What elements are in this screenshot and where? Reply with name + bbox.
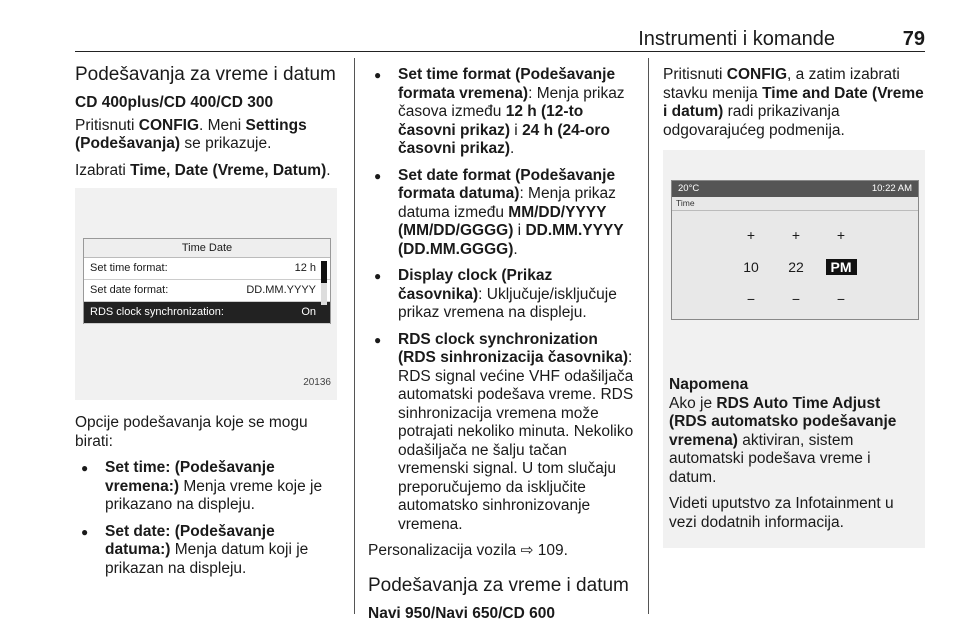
minus-icon: − [746,291,756,307]
section-heading: Podešavanja za vreme i datum [75,64,336,85]
cross-reference: Personalizacija vozila ⇨ 109. [368,542,568,559]
menu-row-selected: RDS clock synchronization: On [84,302,330,324]
display-screen [671,180,919,320]
column-3 [663,66,927,548]
list-item: ● Set date: (Podešavanje datuma:) Menja datum koji je prikazan na displeju. [75,523,343,579]
note-title: Napomena [669,376,749,393]
list-item: ● Display clock (Prikaz časovnika): Uključuje/isključuje prikaz vremena na displeju. [368,267,636,323]
subheading: CD 400plus/CD 400/CD 300 [75,94,274,111]
minus-icon: − [836,291,846,307]
option-list [368,66,636,534]
plus-icon: + [791,227,801,243]
minus-icon: − [791,291,801,307]
figure-time-date-screen [75,188,337,400]
display-screen [83,238,331,324]
menu-row: Set date format: DD.MM.YYYY [84,280,330,302]
column-1 [75,64,343,586]
note-text: Videti uputstvo za Infotainment u vezi dodatnih informacija. [669,495,894,531]
paragraph: Opcije podešavanja koje se mogu birati: [75,414,308,450]
header-rule [75,51,925,52]
column-divider [354,58,355,614]
scrollbar [321,261,327,305]
status-bar: 20°C 10:22 AM [672,181,918,197]
list-item: ● Set time format (Podešavanje formata vremena): Menja prikaz časova između 12 h (12-to časovni prikaz) i 24 h (24-oro časovni prikaz). [368,66,636,159]
column-divider [648,58,649,614]
note-text: Ako je RDS Auto Time Adjust (RDS automatsko podešavanje vremena) aktiviran, sistem automatski podešava vreme i datum. [669,394,897,486]
note-box [663,360,925,548]
menu-row: Set time format: 12 h [84,258,330,280]
subheading: Navi 950/Navi 650/CD 600 [368,604,555,622]
list-item: ● RDS clock synchronization (RDS sinhronizacija časovnika): RDS signal većine VHF odašiljača automatski podešava vreme. RDS sinhronizacija vremena može potrajati nekoliko minuta. Nekoliko odašiljača ne šalju tačan vremenski signal. U tom slučaju preporučujemo da isključite automatsko sinhronizovanje vremena. [368,331,636,535]
paragraph: Izabrati Time, Date (Vreme, Datum). [75,161,331,179]
plus-icon: + [746,227,756,243]
screen-title: Time Date [84,239,330,258]
column-2 [368,66,636,627]
list-item: ● Set time: (Podešavanje vremena:) Menja vreme koje je prikazano na displeju. [75,459,343,515]
page-number: 79 [902,28,925,50]
figure-number: 20136 [303,376,331,388]
screen-title: Time [672,197,918,211]
list-item: ● Set date format (Podešavanje formata datuma): Menja prikaz datuma između MM/DD/YYYY (MM/DD/GGGG) i DD.MM.YYYY (DD.MM.GGGG). [368,167,636,260]
plus-icon: + [836,227,846,243]
option-list [75,459,343,578]
section-heading: Podešavanja za vreme i datum [368,574,629,596]
figure-time-screen [663,150,925,362]
hour-value: 10 [743,259,759,275]
paragraph: Pritisnuti CONFIG. Meni Settings (Podešavanja) se prikazuje. [75,116,307,152]
paragraph: Pritisnuti CONFIG, a zatim izabrati stavku menija Time and Date (Vreme i datum) radi prikazivanja odgovarajućeg podmenija. [663,66,924,139]
ampm-value: PM [822,258,860,277]
page-header [75,28,925,50]
minute-value: 22 [788,259,804,275]
running-title: Instrumenti i komande [638,28,835,50]
